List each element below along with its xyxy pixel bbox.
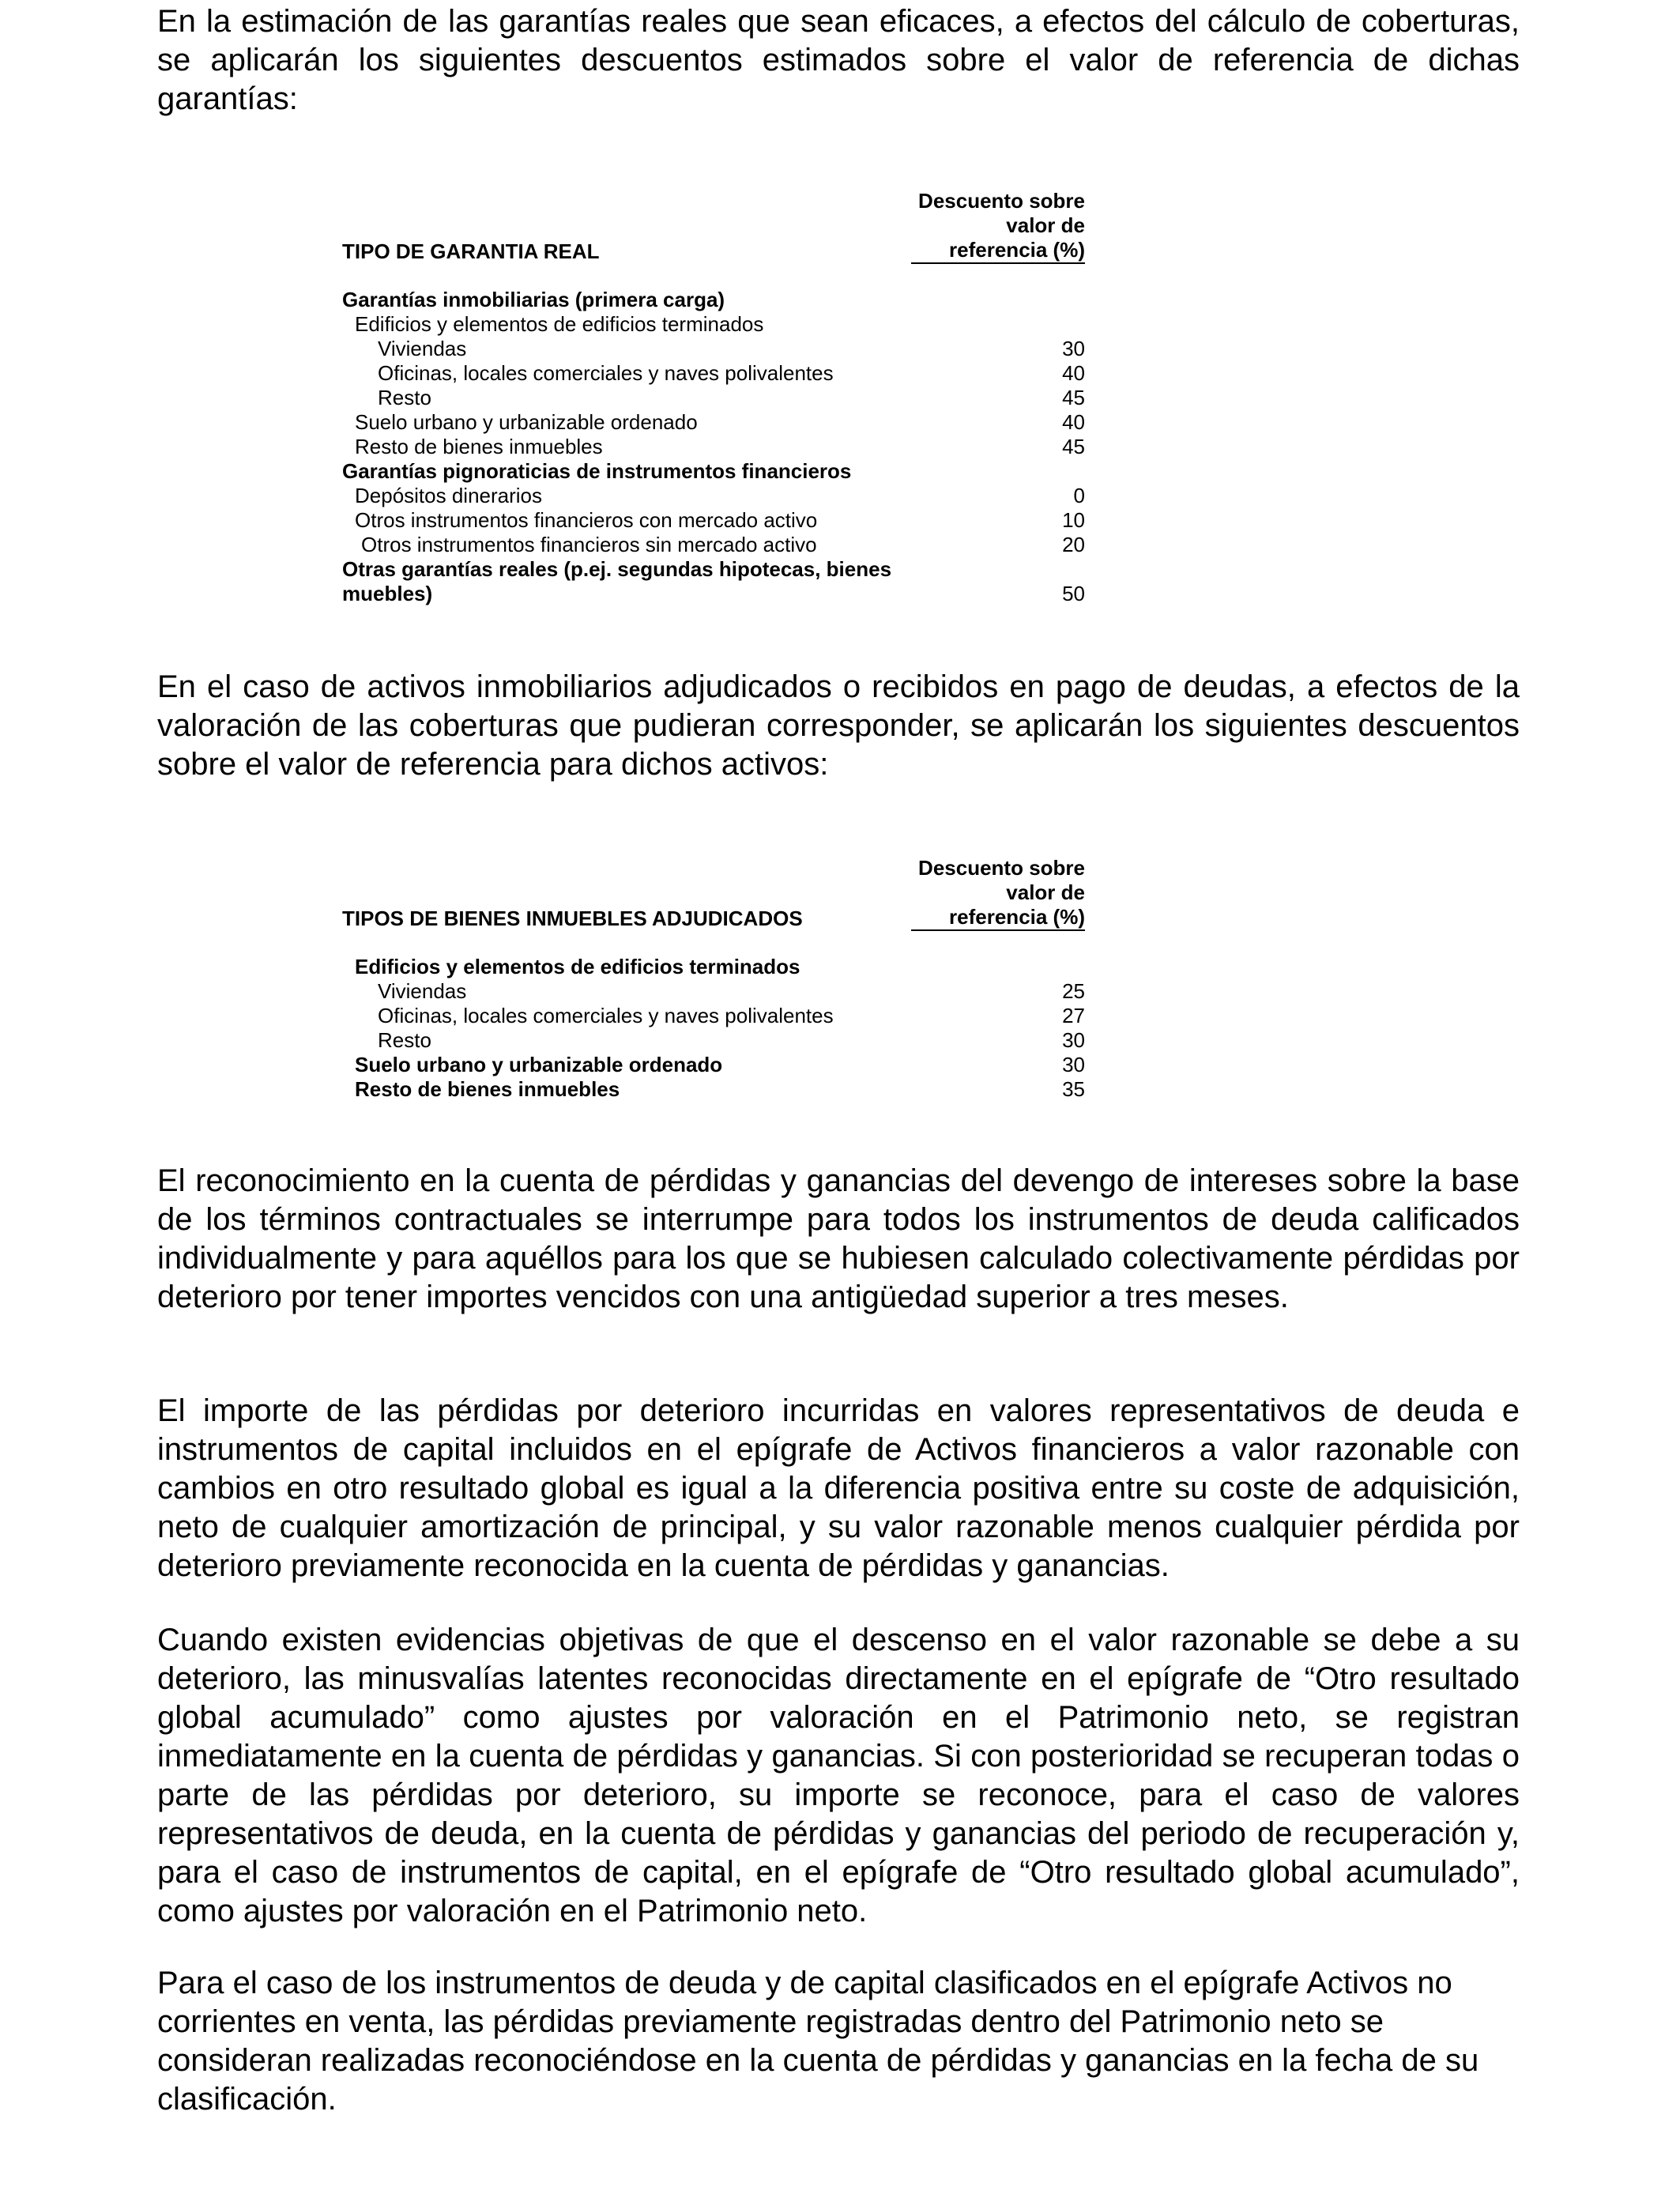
table-row	[342, 1077, 1085, 1102]
row-label: Suelo urbano y urbanizable ordenado	[355, 1053, 723, 1076]
row-label: Edificios y elementos de edificios terminados	[355, 312, 764, 336]
paragraph-evidencias-objetivas: Cuando existen evidencias objetivas de que el descenso en el valor razonable se debe a su deterioro, las minusvalías latentes reconocidas directamente en el epígrafe de “Otro resultado global acumulado” como ajustes por valoración en el Patrimonio neto, se registran inmediatamente en la cuenta de pérdidas y ganancias. Si con posterioridad se recuperan todas o parte de las pérdidas por deterioro, su importe se reconoce, para el caso de valores representativos de deuda, en la cuenta de pérdidas y ganancias del periodo de recuperación y, para el caso de instrumentos de capital, en el epígrafe de “Otro resultado global acumulado”, como ajustes por valoración en el Patrimonio neto.	[157, 1623, 1520, 1928]
row-label: Viviendas	[378, 337, 467, 360]
paragraph-activos-adjudicados-intro: En el caso de activos inmobiliarios adjudicados o recibidos en pago de deudas, a efectos de la valoración de las coberturas que pudieran corresponder, se aplicarán los siguientes descuentos sobre el valor de referencia para dichos activos:	[157, 669, 1520, 782]
table-row	[342, 410, 1085, 435]
row-value: 30	[1062, 1053, 1085, 1076]
paragraph-activos-no-corrientes: Para el caso de los instrumentos de deuda y de capital clasificados en el epígrafe Activos no corrientes en venta, las pérdidas previamente registradas dentro del Patrimonio neto se consideran realizadas reconociéndose en la cuenta de pérdidas y ganancias en la fecha de su clasificación.	[157, 1966, 1479, 2117]
row-value: 30	[1062, 1028, 1085, 1052]
row-label: Oficinas, locales comerciales y naves polivalentes	[378, 361, 834, 385]
table-bienes-adjudicados	[342, 855, 1085, 1102]
table-garantias-reales	[342, 188, 1085, 606]
row-label: Otros instrumentos financieros con mercado activo	[355, 508, 818, 532]
row-label: Resto	[378, 386, 431, 409]
paragraph-garantias-intro: En la estimación de las garantías reales que sean eficaces, a efectos del cálculo de coberturas, se aplicarán los siguientes descuentos estimados sobre el valor de referencia de dichas garantías:	[157, 4, 1520, 116]
paragraph-reconocimiento-intereses: El reconocimiento en la cuenta de pérdidas y ganancias del devengo de intereses sobre la base de los términos contractuales se interrumpe para todos los instrumentos de deuda calificados individualmente y para aquéllos para los que se hubiesen calculado colectivamente pérdidas por deterioro por tener importes vencidos con una antigüedad superior a tres meses.	[157, 1163, 1520, 1314]
table-row	[342, 1053, 1085, 1077]
table-row	[342, 337, 1085, 361]
table-row	[342, 1028, 1085, 1053]
row-value: 50	[1062, 582, 1085, 605]
table-header	[342, 855, 1085, 931]
row-label: Garantías inmobiliarias (primera carga)	[342, 288, 725, 311]
table-row	[342, 386, 1085, 410]
row-label: Otros instrumentos financieros sin mercado activo	[361, 533, 817, 556]
table-row	[342, 484, 1085, 508]
row-value: 45	[1062, 435, 1085, 458]
row-label: Viviendas	[378, 979, 467, 1003]
paragraph-importe-perdidas: El importe de las pérdidas por deterioro incurridas en valores representativos de deuda e instrumentos de capital incluidos en el epígrafe de Activos financieros a valor razonable con cambios en otro resultado global es igual a la diferencia positiva entre su coste de adquisición, neto de cualquier amortización de principal, y su valor razonable menos cualquier pérdida por deterioro previamente reconocida en la cuenta de pérdidas y ganancias.	[157, 1393, 1520, 1583]
row-value: 35	[1062, 1077, 1085, 1101]
row-value: 40	[1062, 361, 1085, 385]
column-header-type: TIPOS DE BIENES INMUEBLES ADJUDICADOS	[342, 907, 803, 930]
row-label: Oficinas, locales comerciales y naves polivalentes	[378, 1004, 834, 1027]
row-label: Depósitos dinerarios	[355, 484, 543, 507]
row-value: 25	[1062, 979, 1085, 1003]
table-row	[342, 435, 1085, 459]
row-label: Garantías pignoraticias de instrumentos financieros	[342, 459, 852, 483]
table-row	[342, 312, 1085, 337]
row-value: 10	[1062, 508, 1085, 532]
row-value: 30	[1062, 337, 1085, 360]
table-row	[342, 288, 1085, 312]
row-value: 40	[1062, 410, 1085, 434]
row-value: 45	[1062, 386, 1085, 409]
table-row	[342, 533, 1085, 557]
table-row	[342, 361, 1085, 386]
table-row	[342, 459, 1085, 484]
table-row	[342, 979, 1085, 1004]
row-value: 27	[1062, 1004, 1085, 1027]
row-label: Resto de bienes inmuebles	[355, 1077, 620, 1101]
table-body	[342, 288, 1085, 606]
row-label: Otras garantías reales (p.ej. segundas hipotecas, bienes muebles)	[342, 557, 892, 605]
row-label: Edificios y elementos de edificios terminados	[355, 955, 800, 978]
table-row	[342, 557, 1085, 606]
column-header-type: TIPO DE GARANTIA REAL	[342, 239, 600, 263]
table-row	[342, 1004, 1085, 1028]
table-body	[342, 955, 1085, 1102]
table-row	[342, 508, 1085, 533]
row-value: 20	[1062, 533, 1085, 556]
column-header-discount: Descuento sobre valor de referencia (%)	[911, 189, 1085, 264]
row-label: Suelo urbano y urbanizable ordenado	[355, 410, 698, 434]
row-label: Resto	[378, 1028, 431, 1052]
table-header	[342, 188, 1085, 264]
row-value: 0	[1073, 484, 1085, 507]
table-row	[342, 955, 1085, 979]
row-label: Resto de bienes inmuebles	[355, 435, 603, 458]
column-header-discount: Descuento sobre valor de referencia (%)	[911, 856, 1085, 931]
